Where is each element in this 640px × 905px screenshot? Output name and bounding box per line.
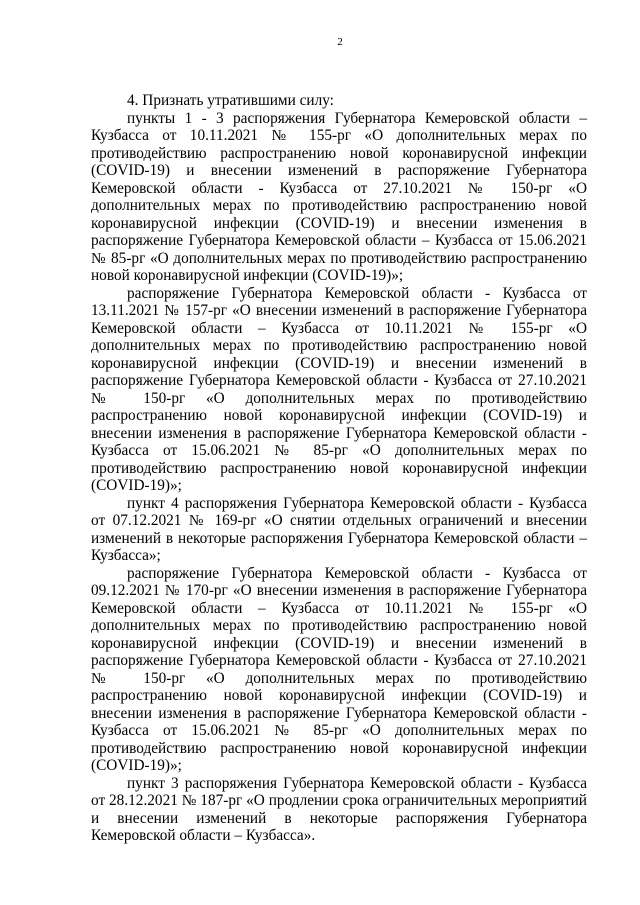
paragraph-5: пункт 3 распоряжения Губернатора Кемеровской области - Кузбасса от 28.12.2021 № 187-рг «О продлении срока ограничительных мероприятий и внесении изменений в некоторые распоряжения Губернатора Кемеровской области – Кузбасса». [91,774,587,844]
section-heading: 4. Признать утратившими силу: [127,92,334,109]
paragraph-3: пункт 4 распоряжения Губернатора Кемеровской области - Кузбасса от 07.12.2021 № 169-рг «О снятии отдельных ограничений и внесении изменений в некоторые распоряжения Губернатора Кемеровской области – Кузбасса»; [91,494,587,564]
page-number: 2 [337,36,343,48]
paragraph-2: распоряжение Губернатора Кемеровской области - Кузбасса от 13.11.2021 № 157-рг «О внесении изменений в распоряжение Губернатора Кемеровской области – Кузбасса от 10.11.2021 № 155-рг «О дополнительных мерах по противодействию распространению новой коронавирусной инфекции (COVID-19) и внесении изменений в распоряжение Губернатора Кемеровской области - Кузбасса от 27.10.2021 № 150-рг «О дополнительных мерах по противодействию распространению новой коронавирусной инфекции (COVID-19) и внесении изменения в распоряжение Губернатора Кемеровской области - Кузбасса от 15.06.2021 № 85-рг «О дополнительных мерах по противодействию распространению новой коронавирусной инфекции (COVID-19)»; [91,284,587,494]
document-body [91,92,587,845]
paragraph-1: пункты 1 - 3 распоряжения Губернатора Кемеровской области – Кузбасса от 10.11.2021 № 155-рг «О дополнительных мерах по противодействию распространению новой коронавирусной инфекции (COVID-19) и внесении изменений в распоряжение Губернатора Кемеровской области - Кузбасса от 27.10.2021 № 150-рг «О дополнительных мерах по противодействию распространению новой коронавирусной инфекции (COVID-19) и внесении изменения в распоряжение Губернатора Кемеровской области – Кузбасса от 15.06.2021 № 85-рг «О дополнительных мерах по противодействию распространению новой коронавирусной инфекции (COVID-19)»; [91,109,587,284]
paragraph-4: распоряжение Губернатора Кемеровской области - Кузбасса от 09.12.2021 № 170-рг «О внесении изменения в распоряжение Губернатора Кемеровской области – Кузбасса от 10.11.2021 № 155-рг «О дополнительных мерах по противодействию распространению новой коронавирусной инфекции (COVID-19) и внесении изменений в распоряжение Губернатора Кемеровской области - Кузбасса от 27.10.2021 № 150-рг «О дополнительных мерах по противодействию распространению новой коронавирусной инфекции (COVID-19) и внесении изменения в распоряжение Губернатора Кемеровской области - Кузбасса от 15.06.2021 № 85-рг «О дополнительных мерах по противодействию распространению новой коронавирусной инфекции (COVID-19)»; [91,564,587,774]
